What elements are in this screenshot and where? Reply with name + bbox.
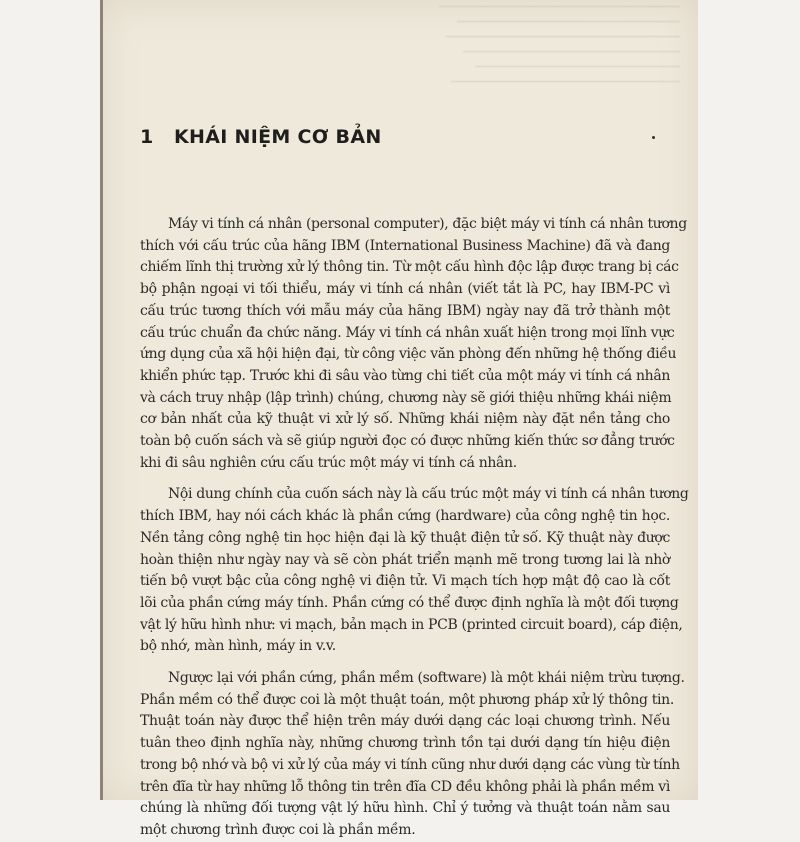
paragraph-2 [140, 484, 689, 658]
text-line: cấu trúc chuẩn đa chức năng. Máy vi tính cá nhân xuất hiện trong mọi lĩnh vực [140, 324, 675, 341]
text-line: Nền tảng công nghệ tin học hiện đại là kỹ thuật điện tử số. Kỹ thuật này được [140, 529, 670, 546]
text-line: một chương trình được coi là phần mềm. [140, 821, 416, 838]
text-line: tiến bộ vượt bậc của công nghệ vi điện tử. Vi mạch tích hợp mật độ cao là cốt [140, 573, 670, 590]
paragraph-1 [140, 214, 687, 474]
text-line: ứng dụng của xã hội hiện đại, từ công việc văn phòng đến những hệ thống điều [140, 346, 677, 363]
paragraph-3 [140, 668, 685, 842]
text-line: Máy vi tính cá nhân (personal computer), đặc biệt máy vi tính cá nhân tương [168, 216, 687, 232]
text-line: cấu trúc tương thích với mẫu máy của hãng IBM) ngày nay đã trở thành một [140, 302, 670, 319]
text-line: chúng là những đối tượng vật lý hữu hình. Chỉ ý tưởng và thuật toán nằm sau [140, 800, 670, 817]
bleed-through-text: ──────────────────────────────────────── ───────────────────────────────────── ─────────────────────────────────────── ──────────────────────────────────── ────────────────────────────────── ────────────────────────────────────── [439, 2, 680, 88]
page-edge [100, 0, 103, 800]
text-line: vật lý hữu hình như: vi mạch, bản mạch in PCB (printed circuit board), cáp điện, [140, 616, 683, 633]
text-line: hoàn thiện như ngày nay và sẽ còn phát triển mạnh mẽ trong tương lai là nhờ [140, 551, 670, 568]
paragraph-gap [140, 474, 670, 484]
text-line: bộ phận ngoại vi tối thiểu, máy vi tính cá nhân (viết tắt là PC, hay IBM-PC vì [140, 281, 670, 298]
text-line: trong bộ nhớ và bộ vi xử lý của máy vi tính cũng như dưới dạng các vùng từ tính [140, 756, 680, 773]
text-line: Thuật toán này được thể hiện trên máy dưới dạng các loại chương trình. Nếu [140, 713, 670, 730]
chapter-body [140, 214, 689, 842]
text-line: Phần mềm có thể được coi là một thuật toán, một phương pháp xử lý thông tin. [140, 691, 674, 708]
text-line: cơ bản nhất của kỹ thuật vi xử lý số. Những khái niệm này đặt nền tảng cho [140, 411, 670, 428]
text-line: Nội dung chính của cuốn sách này là cấu trúc một máy vi tính cá nhân tương [168, 486, 689, 503]
chapter-title: KHÁI NIỆM CƠ BẢN [174, 126, 382, 148]
page-mark [652, 136, 655, 139]
text-line: tuân theo định nghĩa này, những chương trình tồn tại dưới dạng tín hiệu điện [140, 735, 670, 752]
text-line: trên đĩa từ hay những lỗ thông tin trên đĩa CD đều không phải là phần mềm vì [140, 778, 670, 795]
text-line: lõi của phần cứng máy tính. Phần cứng có thể được định nghĩa là một đối tượng [140, 594, 679, 611]
text-line: toàn bộ cuốn sách và sẽ giúp người đọc có được những kiến thức sơ đẳng trước [140, 433, 675, 450]
text-line: chiếm lĩnh thị trường xử lý thông tin. Từ một cấu hình độc lập được trang bị các [140, 259, 679, 276]
text-line: khi đi sâu nghiên cứu cấu trúc một máy vi tính cá nhân. [140, 454, 517, 471]
text-line: khiển phức tạp. Trước khi đi sâu vào từng chi tiết của một máy vi tính cá nhân [140, 367, 670, 384]
text-line: bộ nhớ, màn hình, máy in v.v. [140, 638, 336, 655]
text-line: thích với cấu trúc của hãng IBM (International Business Machine) đã và đang [140, 237, 670, 254]
chapter-number: 1 [140, 126, 154, 148]
chapter-heading [140, 126, 382, 148]
text-line: thích IBM, hay nói cách khác là phần cứng (hardware) của công nghệ tin học. [140, 508, 670, 525]
text-line: Ngược lại với phần cứng, phần mềm (software) là một khái niệm trừu tượng. [168, 670, 685, 687]
paragraph-gap [140, 658, 670, 668]
text-line: và cách truy nhập (lập trình) chúng, chương này sẽ giới thiệu những khái niệm [140, 389, 672, 406]
